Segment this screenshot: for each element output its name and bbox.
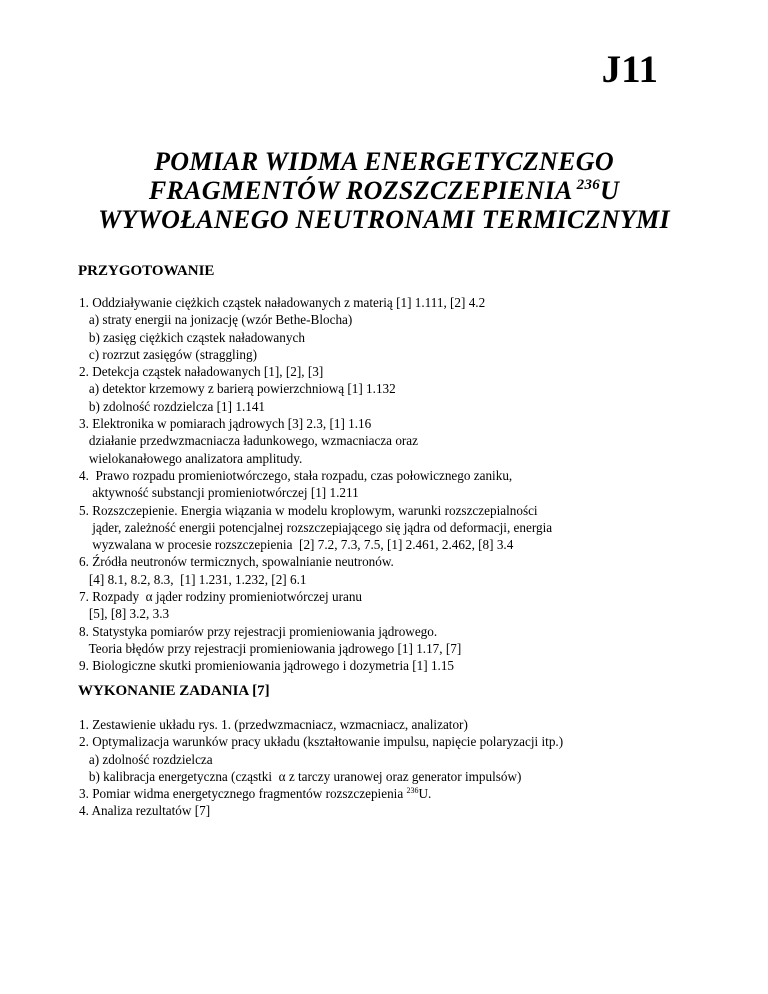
list-item: a) straty energii na jonizację (wzór Bethe-Blocha) — [79, 312, 353, 328]
list-item: 5. Rozszczepienie. Energia wiązania w modelu kroplowym, warunki rozszczepialności — [79, 502, 538, 518]
preparation-list — [79, 294, 552, 675]
title-line-2 — [40, 176, 728, 205]
title-line-3: WYWOŁANEGO NEUTRONAMI TERMICZNYMI — [98, 205, 670, 234]
list-item: Teoria błędów przy rejestracji promieniowania jądrowego [1] 1.17, [7] — [79, 640, 462, 656]
list-item: wielokanałowego analizatora amplitudy. — [79, 450, 303, 466]
list-item: a) zdolność rozdzielcza — [79, 751, 213, 767]
section-heading-preparation: PRZYGOTOWANIE — [78, 263, 215, 279]
list-item: działanie przedwzmacniacza ładunkowego, wzmacniacza oraz — [79, 433, 419, 449]
list-item: wyzwalana w procesie rozszczepienia [2] 7.2, 7.3, 7.5, [1] 2.461, 2.462, [8] 3.4 — [79, 537, 514, 553]
list-item: c) rozrzut zasięgów (straggling) — [79, 346, 257, 362]
title-line-2-text: FRAGMENTÓW ROZSZCZEPIENIA — [148, 176, 573, 205]
list-item: a) detektor krzemowy z barierą powierzchniową [1] 1.132 — [79, 381, 396, 397]
list-item: b) zdolność rozdzielcza [1] 1.141 — [79, 398, 266, 414]
title-line-1: POMIAR WIDMA ENERGETYCZNEGO — [154, 147, 614, 176]
list-item: 3. Elektronika w pomiarach jądrowych [3] 2.3, [1] 1.16 — [79, 416, 372, 432]
list-item-end: U. — [418, 786, 432, 802]
list-item: b) zasięg ciężkich cząstek naładowanych — [79, 329, 305, 345]
list-item: [5], [8] 3.2, 3.3 — [79, 606, 170, 622]
list-item: 8. Statystyka pomiarów przy rejestracji promieniowania jądrowego. — [79, 623, 438, 639]
list-item: jąder, zależność energii potencjalnej rozszczepiającego się jądra od deformacji, energia — [79, 519, 553, 535]
isotope-mass: 236 — [406, 786, 419, 796]
list-item: 7. Rozpady α jąder rodziny promieniotwórczej uranu — [79, 589, 363, 605]
execution-list — [79, 716, 563, 820]
list-item: 4. Prawo rozpadu promieniotwórczego, stała rozpadu, czas połowicznego zaniku, — [79, 467, 513, 483]
list-item: [4] 8.1, 8.2, 8.3, [1] 1.231, 1.232, [2] 6.1 — [79, 571, 307, 587]
list-item: b) kalibracja energetyczna (cząstki α z tarczy uranowej oraz generator impulsów) — [79, 768, 522, 784]
section-heading-execution: WYKONANIE ZADANIA [7] — [78, 683, 270, 699]
list-item: 6. Źródła neutronów termicznych, spowalnianie neutronów. — [79, 554, 394, 570]
list-item: 4. Analiza rezultatów [7] — [79, 803, 211, 819]
list-item-text: 3. Pomiar widma energetycznego fragmentów rozszczepienia — [79, 786, 407, 802]
list-item: 2. Optymalizacja warunków pracy układu (kształtowanie impulsu, napięcie polaryzacji itp.) — [79, 734, 564, 750]
title-line-2-end: U — [600, 176, 620, 205]
list-item: aktywność substancji promieniotwórczej [1] 1.211 — [79, 485, 359, 501]
list-item: 1. Zestawienie układu rys. 1. (przedwzmacniacz, wzmacniacz, analizator) — [79, 717, 468, 732]
list-item: 1. Oddziaływanie ciężkich cząstek naładowanych z materią [1] 1.111, [2] 4.2 — [79, 295, 486, 310]
exercise-code: J11 — [601, 48, 658, 91]
list-item: 2. Detekcja cząstek naładowanych [1], [2], [3] — [79, 364, 324, 380]
list-item — [79, 785, 563, 802]
list-item: 9. Biologiczne skutki promieniowania jądrowego i dozymetria [1] 1.15 — [79, 658, 455, 674]
title-isotope-mass: 236 — [576, 177, 601, 193]
document-title — [40, 147, 728, 234]
